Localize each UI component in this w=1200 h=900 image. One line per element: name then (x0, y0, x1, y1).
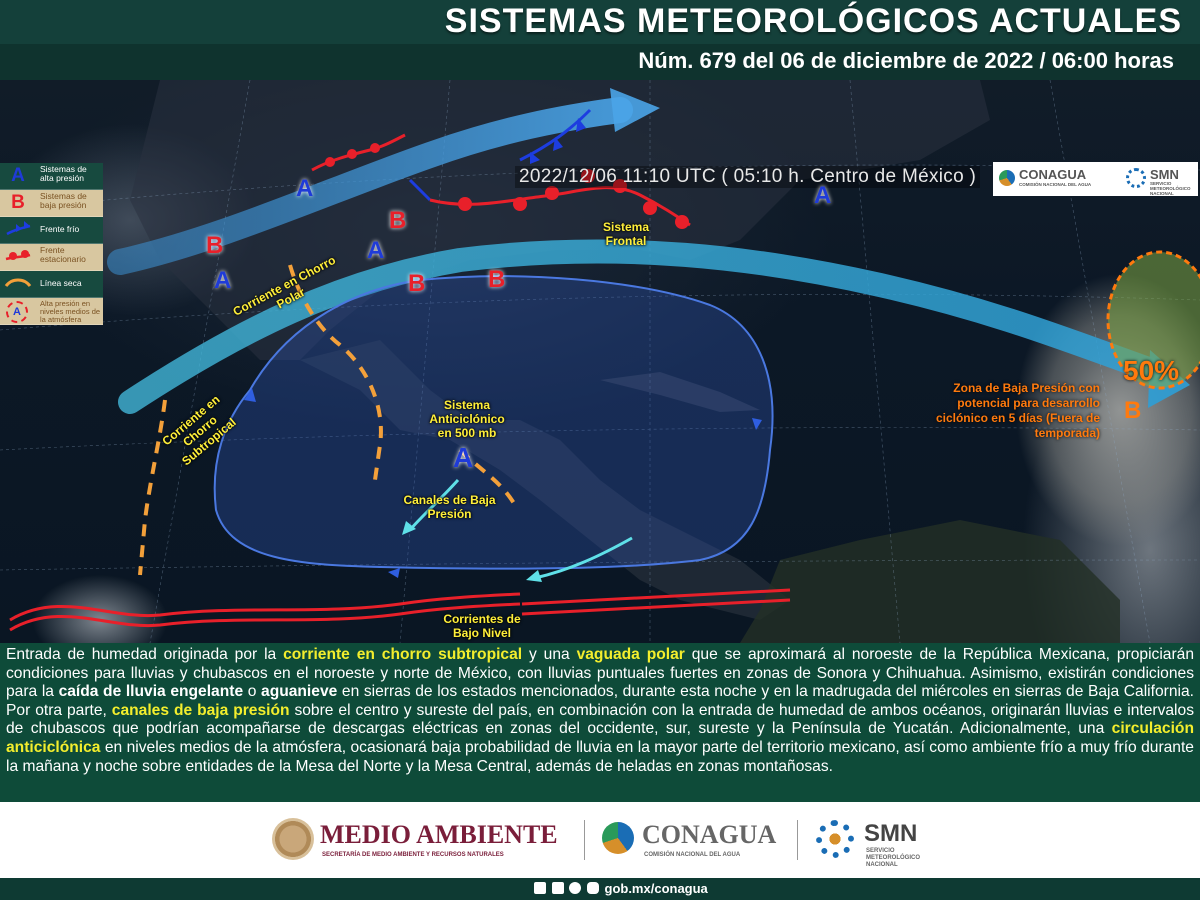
high-pressure-symbol: A (214, 267, 232, 294)
semarnat-logo-text: MEDIO AMBIENTE (320, 820, 558, 849)
highlighted-term: caída de lluvia engelante (58, 683, 244, 701)
social-links (534, 881, 708, 896)
tropical-low-symbol: B (1124, 397, 1142, 424)
cyclone-probability: 50% (1123, 355, 1180, 386)
youtube-icon[interactable] (587, 882, 599, 894)
label-subtropical-jet: Corriente en Chorro Subtropical (159, 392, 239, 469)
dry-line-icon (4, 274, 32, 294)
high-pressure-symbol: A (296, 175, 314, 202)
satellite-map[interactable] (0, 80, 1200, 643)
legend-item-dry-line (0, 271, 103, 298)
header-conagua-logo: CONAGUA (1019, 167, 1087, 182)
legend-label: Línea seca (40, 278, 82, 288)
conagua-footer-sub: COMISIÓN NACIONAL DEL AGUA (644, 852, 741, 858)
label-low-level-currents: Corrientes de Bajo Nivel (443, 612, 521, 640)
header-logos (993, 162, 1198, 196)
conagua-logo-icon (999, 170, 1015, 186)
footer-logos (0, 802, 1200, 878)
footer-divider (584, 820, 585, 860)
conagua-footer-icon (602, 822, 634, 854)
description-segment: sobre el centro y sureste del país, en combinación con la entrada de humedad de ambos océanos, originarán lluvias e intervalos de chubascos que podrían acompañarse de descargas eléctricas en zonas del occidente, sur, sureste y la Península de Yucatán. Adicionalmente, una (6, 701, 1194, 738)
legend-label: Frente estacionario (40, 245, 86, 264)
label-polar-jet: Corriente en Chorro Polar (230, 252, 338, 319)
high-pressure-symbol: A (367, 237, 385, 264)
low-pressure-symbol: B (488, 266, 506, 293)
low-pressure-icon: B (11, 192, 25, 213)
smn-footer-sub: SERVICIO METEOROLÓGICO NACIONAL (866, 848, 920, 868)
highlighted-term: circulación anticiclónica (6, 720, 1194, 756)
label-frontal-system: Sistema Frontal (602, 220, 650, 248)
land-south-america (740, 520, 1120, 643)
header-bar (0, 0, 1200, 80)
anticyclone-high-symbol: A (453, 442, 474, 473)
trough-pacific-line (140, 400, 165, 575)
twitter-icon[interactable] (552, 882, 564, 894)
description-segment: Entrada de humedad originada por la (6, 646, 284, 663)
facebook-icon[interactable] (534, 882, 546, 894)
legend-item-stationary-front (0, 244, 103, 271)
low-pressure-symbol: B (389, 207, 407, 234)
legend-item-mid-level-high (0, 298, 103, 325)
page-title: SISTEMAS METEOROLÓGICOS ACTUALES (444, 2, 1182, 40)
description-text (0, 643, 1200, 776)
bottom-bar (0, 878, 1200, 900)
legend-label: Sistemas de baja presión (40, 191, 87, 210)
header-smn-logo: SMN (1150, 167, 1179, 182)
instagram-icon[interactable] (569, 882, 581, 894)
low-pressure-symbol: B (408, 270, 426, 297)
map-legend (0, 163, 103, 325)
description-segment: en niveles medios de la atmósfera, ocasionará baja probabilidad de lluvia en la mayor parte del territorio mexicano, así como ambiente frío a muy frío durante la mañana y noche sobre entidades de la Mesa del Norte y la Mesa Central, además de heladas en zonas montañosas. (6, 738, 1194, 775)
description-segment: que se aproximará al noroeste de la República Mexicana, propiciarán condiciones para lluvias y chubascos en el noroeste y norte de México, con lluvias puntuales fuertes en zonas de Sonora y Chihuahua. Asimismo, existirán condiciones para la (6, 646, 1195, 701)
low-level-current-2-head (526, 570, 542, 582)
label-low-pressure-zone: Zona de Baja Presión con potencial para desarrollo ciclónico en 5 días (Fuera de temporada) (935, 381, 1100, 440)
description-segment: en sierras de los estados mencionados, durante esta noche y en la madrugada del miércoles en sierras de Baja California. Por otra parte, (6, 683, 1194, 719)
low-pressure-symbol: B (206, 232, 224, 259)
stationary-front-icon (4, 247, 32, 267)
legend-label: Sistemas de alta presión (40, 164, 87, 183)
mid-level-high-icon: A (6, 301, 28, 323)
label-low-pressure-channels: Canales de Baja Presión (403, 493, 496, 521)
legend-label: Frente frío (40, 224, 80, 234)
legend-item-cold-front (0, 217, 103, 244)
semarnat-logo-sub: SECRETARÍA DE MEDIO AMBIENTE Y RECURSOS NATURALES (322, 852, 504, 858)
label-anticyclonic-system: Sistema Anticiclónico en 500 mb (429, 398, 505, 440)
highlighted-term: vaguada polar (576, 646, 685, 663)
description-segment: o (243, 683, 262, 701)
legend-label: Alta presión en niveles medios de la atmósfera (40, 299, 101, 324)
header-conagua-sub: COMISIÓN NACIONAL DEL AGUA (1019, 182, 1092, 187)
website-link[interactable]: gob.mx/conagua (604, 881, 708, 896)
legend-item-low (0, 190, 103, 217)
highlighted-term: corriente en chorro subtropical (283, 646, 523, 663)
smn-logo-icon (1126, 168, 1146, 188)
description-segment: y una (522, 646, 577, 663)
conagua-footer-logo: CONAGUA (642, 820, 777, 849)
legend-item-high (0, 163, 103, 190)
mexico-seal-icon (272, 818, 314, 860)
highlighted-term: aguanieve (261, 683, 338, 701)
cold-front-icon (4, 220, 32, 240)
bulletin-subtitle: Núm. 679 del 06 de diciembre de 2022 / 06:00 horas (638, 48, 1174, 73)
smn-footer-icon (816, 820, 854, 858)
bulletin-description (0, 643, 1200, 802)
smn-footer-logo: SMN (864, 820, 918, 847)
high-pressure-icon: A (11, 165, 25, 186)
footer-divider (797, 820, 798, 860)
high-pressure-symbol: A (814, 182, 832, 209)
highlighted-term: canales de baja presión (111, 701, 290, 719)
satellite-timestamp: 2022/12/06 11:10 UTC ( 05:10 h. Centro de México ) (515, 166, 980, 188)
header-smn-sub: SERVICIO METEOROLÓGICO NACIONAL (1150, 181, 1191, 196)
